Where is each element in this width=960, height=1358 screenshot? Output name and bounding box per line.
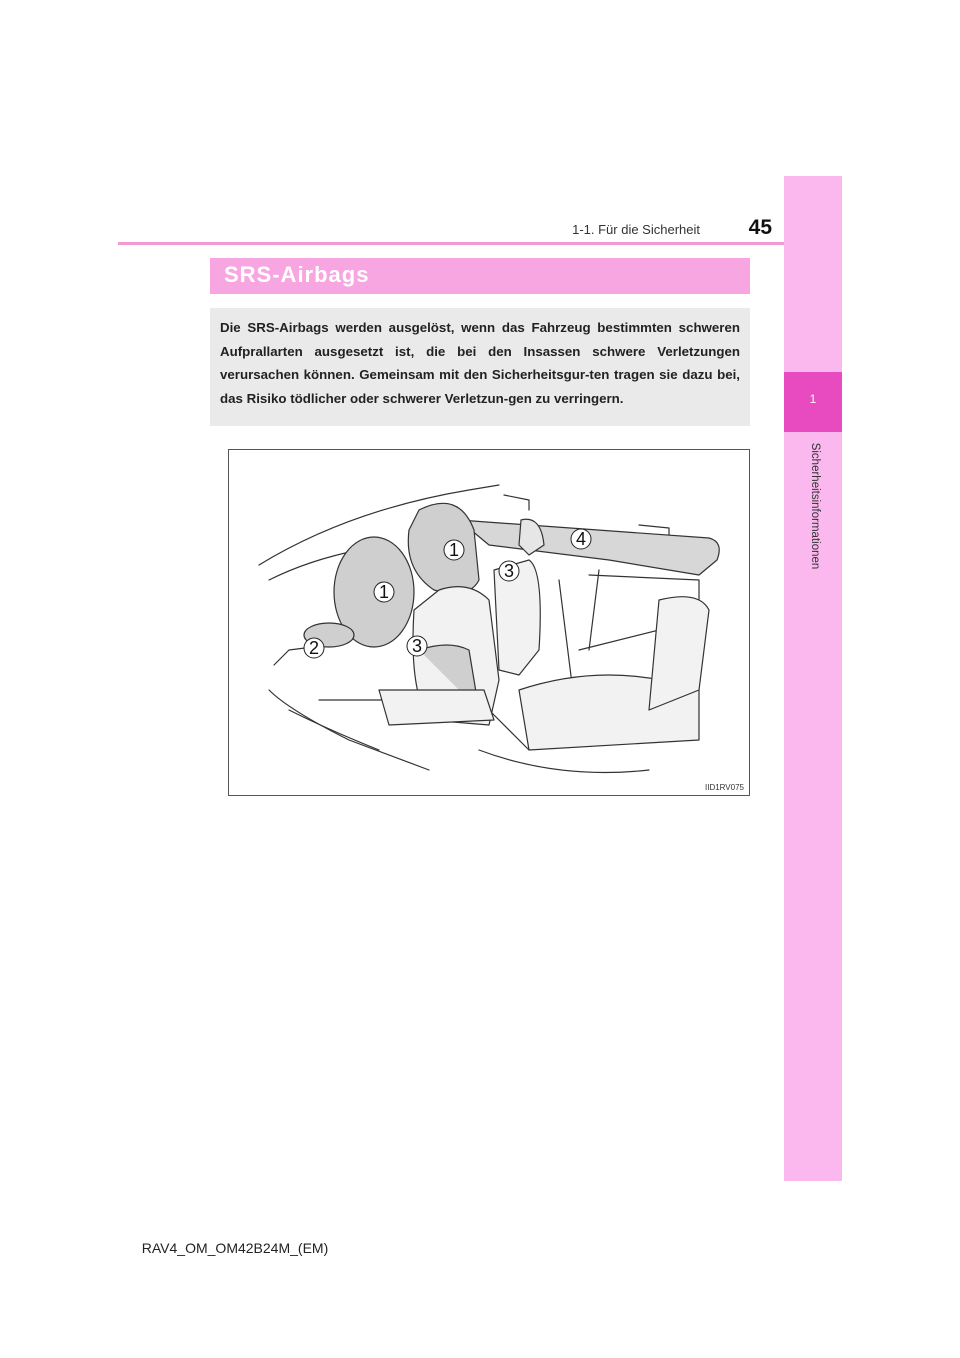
callout-2-knee bbox=[304, 638, 324, 658]
intro-text: Die SRS-Airbags werden ausgelöst, wenn das Fahrzeug bestimmten schweren Aufprallarten ausgesetzt ist, die bei den Insassen schwere Verletzungen verursachen können. Gemeinsam mit den Sicherheitsgur-ten tragen sie dazu bei, das Risiko tödlicher oder schwerer Verletzun-gen zu verringern. bbox=[220, 320, 740, 406]
chapter-number: 1 bbox=[809, 392, 817, 406]
callout-1-driver bbox=[374, 582, 394, 602]
document-code: RAV4_OM_OM42B24M_(EM) bbox=[141, 1240, 329, 1256]
chapter-sidebar bbox=[784, 176, 842, 1181]
header-section-title: 1-1. Für die Sicherheit bbox=[572, 222, 700, 237]
callout-label: 3 bbox=[503, 561, 515, 581]
car-interior-drawing bbox=[229, 450, 749, 795]
airbag-illustration bbox=[228, 449, 750, 796]
header-rule bbox=[118, 242, 840, 245]
callout-1-passenger bbox=[444, 540, 464, 560]
callout-4-curtain bbox=[571, 529, 591, 549]
callout-3-front-seat bbox=[407, 636, 427, 656]
callout-label: 1 bbox=[448, 540, 460, 560]
callout-label: 3 bbox=[411, 636, 423, 656]
section-title-bar bbox=[210, 258, 750, 294]
page-number: 45 bbox=[748, 216, 772, 239]
callout-label: 4 bbox=[575, 529, 587, 549]
figure-code: IID1RV075 bbox=[705, 783, 744, 792]
intro-box bbox=[210, 308, 750, 426]
section-title: SRS-Airbags bbox=[224, 262, 370, 287]
callout-label: 1 bbox=[378, 582, 390, 602]
callout-label: 2 bbox=[308, 638, 320, 658]
chapter-title: Sicherheitsinformationen bbox=[809, 442, 821, 570]
callout-3-passenger-seat bbox=[499, 561, 519, 581]
